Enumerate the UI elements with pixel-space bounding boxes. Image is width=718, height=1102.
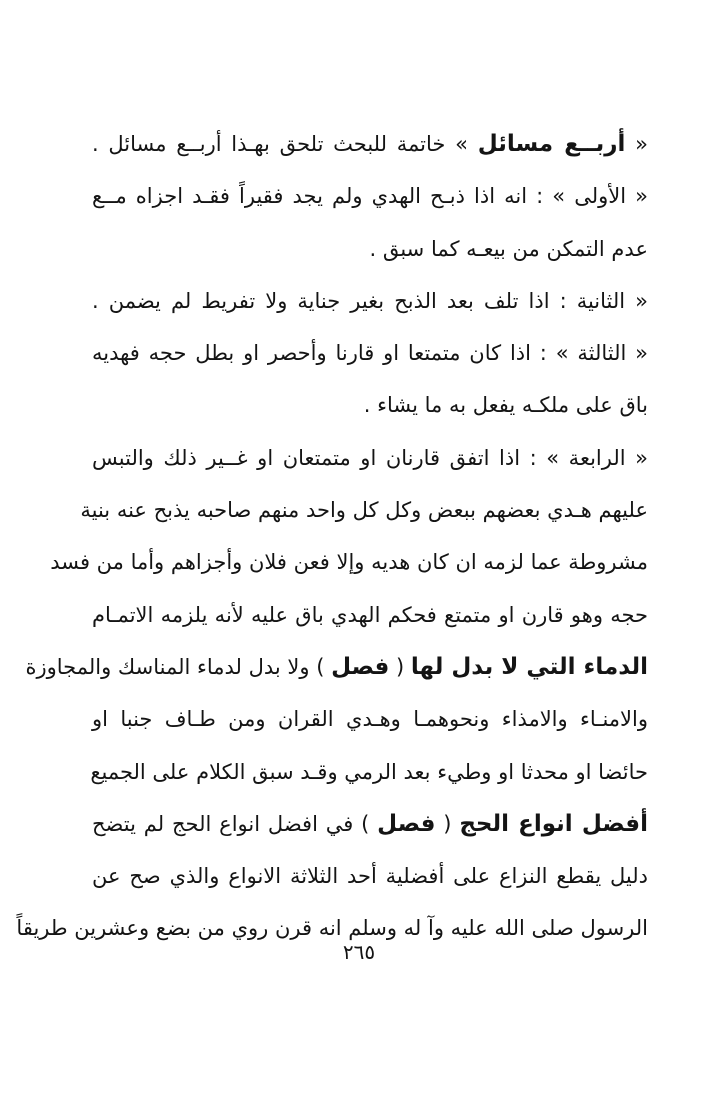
section-label-fasl: فصل xyxy=(331,653,390,680)
line-5: « الثالثة » : اذا كان متمتعا او قارنا وأحصر او بطل حجه فهديه xyxy=(92,341,648,366)
line-1-open-quote: « xyxy=(625,132,649,156)
page-body-text xyxy=(16,118,649,955)
heading-blood-offerings: الدماء التي لا بدل لها xyxy=(410,653,648,680)
line-8: عليهم هـدي بعضهم ببعض وكل كل واحد منهم صاحبه يذبح عنه بنية xyxy=(80,498,648,523)
line-3: عدم التمكن من بيعـه كما سبق . xyxy=(369,236,648,261)
line-11-heading-blood-offerings xyxy=(25,641,648,693)
page-number: ٢٦٥ xyxy=(342,940,376,964)
line-14-paren-open: ( xyxy=(435,811,460,836)
line-4: « الثانية : اذا تلف بعد الذبح بغير جناية ولا تفريط لم يضمن . xyxy=(92,288,648,313)
section-label-fasl-2: فصل xyxy=(377,810,436,837)
line-16: الرسول صلى الله عليه وآ له وسلم انه قرن روي من بضع وعشرين طريقاً xyxy=(16,916,648,941)
heading-best-hajj-types: أفضل انواع الحج xyxy=(459,810,649,837)
line-15: دليل يقطع النزاع على أفضلية أحد الثلاثة الانواع والذي صح عن xyxy=(92,864,648,889)
line-2: « الأولى » : انه اذا ذبـح الهدي ولم يجد فقيراً فقـد اجزاه مــع xyxy=(92,184,648,209)
line-11-paren-open: ( xyxy=(389,654,411,679)
line-1-heading-four-issues xyxy=(92,118,648,170)
line-7: « الرابعة » : اذا اتفق قارنان او متمتعان او غــير ذلك والتبس xyxy=(92,445,648,470)
line-11-text: ) ولا بدل لدماء المناسك والمجاوزة xyxy=(25,654,332,679)
line-14-heading-best-hajj xyxy=(92,798,648,850)
line-12: والامنـاء والامذاء ونحوهمـا وهـدي القران ومن طـاف جنبا او xyxy=(92,707,648,732)
line-9: مشروطة عما لزمه ان كان هديه وإلا فعن فلان وأجزاهم وأما من فسد xyxy=(50,550,648,575)
line-14-text: ) في افضل انواع الحج لم يتضح xyxy=(92,811,378,836)
line-13: حائضا او محدثا او وطيء بعد الرمي وقـد سبق الكلام على الجميع xyxy=(90,759,648,784)
line-6: باق على ملكـه يفعل به ما يشاء . xyxy=(363,393,648,418)
line-1-text: » خاتمة للبحث تلحق بهـذا أربــع مسائل . xyxy=(92,132,478,156)
line-10: حجه وهو قارن او متمتع فحكم الهدي باق عليه لأنه يلزمه الاتمـام xyxy=(92,602,648,627)
heading-four-issues: أربــع مسائل xyxy=(477,131,626,157)
